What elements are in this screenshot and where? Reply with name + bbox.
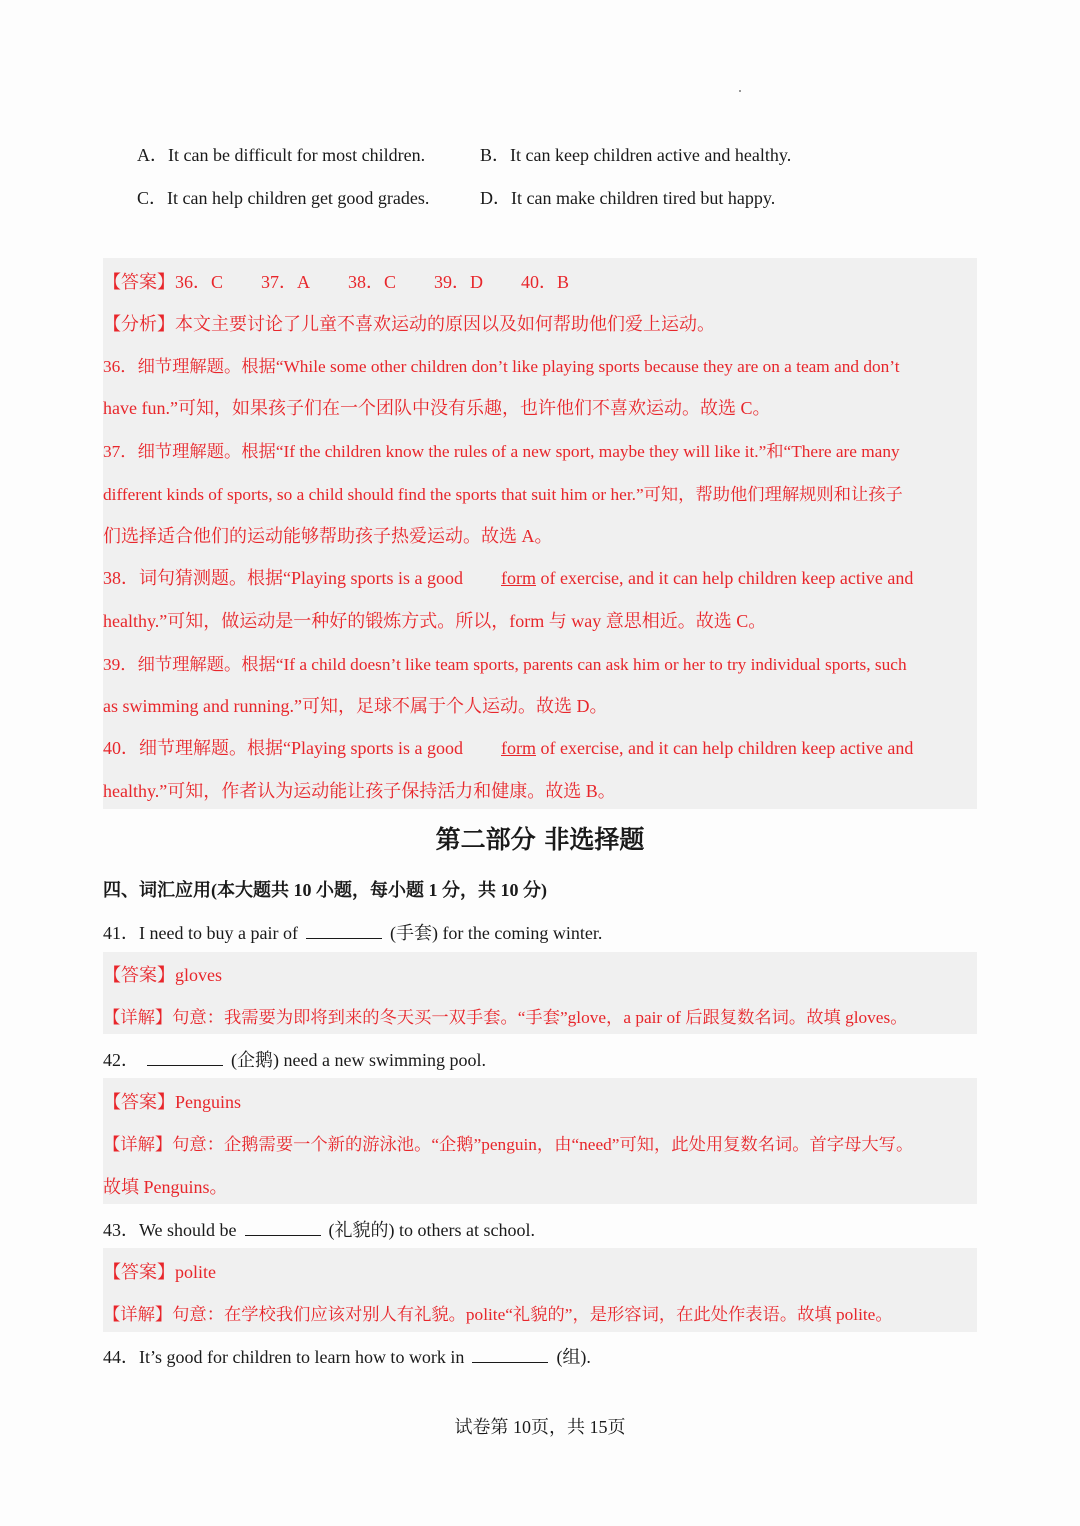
question-43 (103, 1216, 535, 1242)
explain-38-pre: 38．词句猜测题。根据“Playing sports is a good (103, 568, 463, 588)
option-d: D．It can make children tired but happy. (480, 188, 776, 208)
explain-40-post: of exercise, and it can help children keep active and (540, 738, 914, 758)
part2-title: 第二部分 非选择题 (435, 825, 645, 854)
q42-pre: 42． (103, 1050, 139, 1070)
q43-answer: 【答案】polite (103, 1262, 216, 1282)
stray-dot (739, 90, 741, 92)
option-c: C．It can help children get good grades. (137, 188, 430, 208)
explain-37-c: 们选择适合他们的运动能够帮助孩子热爱运动。故选 A。 (103, 526, 553, 546)
q44-post: (组). (556, 1347, 591, 1367)
explain-36-b: have fun.”可知，如果孩子们在一个团队中没有乐趣，也许他们不喜欢运动。故选 C。 (103, 398, 771, 418)
explain-38-post: of exercise, and it can help children keep active and (540, 568, 914, 588)
answer-36: 36．C (175, 272, 224, 292)
explain-40-underlined-word: form (501, 738, 536, 758)
answer-39: 39．D (434, 272, 484, 292)
explain-39-b: as swimming and running.”可知，足球不属于个人运动。故选 D。 (103, 696, 608, 716)
q42-answer: 【答案】Penguins (103, 1092, 242, 1112)
q42-blank (147, 1051, 223, 1066)
q44-blank (472, 1348, 548, 1363)
section4-title: 四、词汇应用(本大题共 10 小题，每小题 1 分，共 10 分) (103, 880, 547, 900)
page-footer: 试卷第 10页，共 15页 (454, 1417, 626, 1437)
explain-38-a (103, 564, 913, 590)
q43-post: (礼貌的) to others at school. (328, 1220, 536, 1240)
question-42 (103, 1046, 486, 1072)
question-41 (103, 919, 602, 945)
q41-detail: 【详解】句意：我需要为即将到来的冬天买一双手套。“手套”glove，a pair of 后跟复数名词。故填 gloves。 (103, 1008, 908, 1027)
option-b: B．It can keep children active and healthy. (480, 145, 792, 165)
q42-detail-a: 【详解】句意：企鹅需要一个新的游泳池。“企鹅”penguin，由“need”可知，此处用复数名词。首字母大写。 (103, 1135, 914, 1154)
explain-38-b: healthy.”可知，做运动是一种好的锻炼方式。所以，form 与 way 意思相近。故选 C。 (103, 611, 767, 631)
explain-37-a: 37．细节理解题。根据“If the children know the rules of a new sport, maybe they will like it.”和“There are many (103, 442, 900, 461)
q42-detail-b: 故填 Penguins。 (103, 1177, 228, 1197)
q43-detail: 【详解】句意：在学校我们应该对别人有礼貌。polite“礼貌的”，是形容词，在此处作表语。故填 polite。 (103, 1305, 893, 1324)
question-44 (103, 1343, 591, 1369)
explain-37-b: different kinds of sports, so a child should find the sports that suit him or her.”可知，帮助他们理解规则和让孩子 (103, 485, 903, 504)
option-a: A．It can be difficult for most children. (137, 145, 426, 165)
explain-36-a: 36．细节理解题。根据“While some other children don’t like playing sports because they are on a team and don’t (103, 357, 900, 376)
q41-post: (手套) for the coming winter. (389, 923, 603, 943)
q41-blank (306, 924, 382, 939)
analysis-line: 【分析】本文主要讨论了儿童不喜欢运动的原因以及如何帮助他们爱上运动。 (103, 314, 715, 334)
answers-line (103, 268, 569, 294)
q44-pre: 44．It’s good for children to learn how to work in (103, 1347, 465, 1367)
explain-39-a: 39．细节理解题。根据“If a child doesn’t like team sports, parents can ask him or her to try individual sports, such (103, 655, 907, 674)
answer-38: 38．C (348, 272, 397, 292)
explain-40-b: healthy.”可知，作者认为运动能让孩子保持活力和健康。故选 B。 (103, 781, 616, 801)
explain-40-a (103, 734, 913, 760)
explain-40-pre: 40．细节理解题。根据“Playing sports is a good (103, 738, 463, 758)
q41-pre: 41．I need to buy a pair of (103, 923, 298, 943)
q42-post: (企鹅) need a new swimming pool. (231, 1050, 486, 1070)
explain-38-underlined-word: form (501, 568, 536, 588)
answer-label: 【答案】 (103, 272, 175, 292)
q43-pre: 43．We should be (103, 1220, 237, 1240)
answer-37: 37．A (261, 272, 311, 292)
answer-40: 40．B (521, 272, 570, 292)
q43-blank (245, 1221, 321, 1236)
q41-answer: 【答案】gloves (103, 965, 222, 985)
